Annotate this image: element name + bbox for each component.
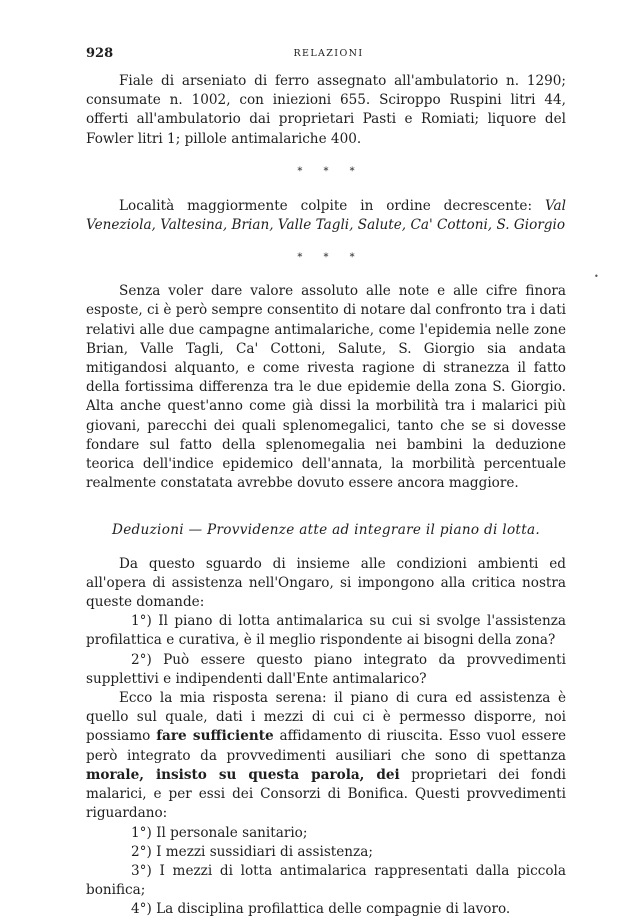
question-2: 2°) Può essere questo piano integrato da provvedimenti supplettivi e indipendenti dall'Ente antimalarico?	[86, 651, 566, 687]
body-text	[86, 72, 566, 920]
paragraph-ecco	[86, 689, 566, 823]
running-title: RELAZIONI	[293, 48, 364, 59]
section-separator: * * *	[297, 252, 364, 264]
ecco-text-2: affidamento di riuscita. Esso vuol essere però integrato da provvedimenti ausiliari che sono di spettanza	[86, 728, 566, 764]
list-item-3: 3°) I mezzi di lotta antimalarica rappresentati dalla piccola bonifica;	[86, 862, 566, 899]
section-title: Deduzioni — Provvidenze atte ad integrare il piano di lotta.	[112, 522, 540, 539]
localita-intro: Località maggiormente colpite in ordine decrescente:	[119, 197, 545, 214]
ecco-bold-1: fare sufficiente	[156, 728, 274, 745]
ecco-text-3: proprietari dei fondi malarici, e per essi dei Consorzi di Bonifica. Questi provvedimenti riguardano:	[86, 766, 566, 822]
ecco-bold-2: morale, insisto su questa parola, dei	[86, 766, 400, 783]
localita-places: Val Veneziola, Valtesina, Brian, Valle Tagli, Salute, Ca' Cottoni, S. Giorgio	[86, 197, 566, 234]
paragraph-senza: Senza voler dare valore assoluto alle note e alle cifre finora esposte, ci è però sempre consentito di notare dal confronto tra i dati relativi alle due campagne antimalariche, come l'epidemia nelle zone Brian, Valle Tagli, Ca' Cottoni, Salute, S. Giorgio sia andata mitigandosi alquanto, e come rivesta ragione di stranezza il fatto della fortissima differenza tra le due epidemie della zona S. Giorgio. Alta anche quest'anno come già dissi la morbilità tra i malarici più giovani, parecchi dei quali splenomegalici, tanto che se si dovesse fondare sul fatto della splenomegalia nei bambini la deduzione teorica dell'indice epidemico dell'annata, la morbilità percentuale realmente constatata avrebbe dovuto essere ancora maggiore.	[86, 283, 566, 492]
question-1: 1°) Il piano di lotta antimalarica su cui si svolge l'assistenza profilattica e curativa, è il meglio rispondente ai bisogni della zona?	[86, 613, 566, 649]
page-number: 928	[86, 46, 114, 61]
stray-ink-mark: •	[594, 272, 599, 281]
section-separator: * * *	[297, 165, 364, 177]
ecco-text-1: Ecco la mia risposta serena: il piano di cura ed assistenza è quello sul quale, dati i mezzi di cui ci è permesso disporre, noi possiamo	[86, 690, 566, 745]
list-item-1: 1°) Il personale sanitario;	[131, 824, 308, 841]
page-header	[86, 46, 571, 62]
paragraph-fiale: Fiale di arseniato di ferro assegnato all'ambulatorio n. 1290; consumate n. 1002, con iniezioni 655. Sciroppo Ruspini litri 44, offerti all'ambulatorio dai proprietari Pasti e Romiati; liquore del Fowler litri 1; pillole antimalariche 400.	[86, 73, 566, 147]
list-item-2: 2°) I mezzi sussidiari di assistenza;	[131, 843, 373, 860]
paragraph-localita	[86, 197, 566, 235]
paragraph-da-questo: Da questo sguardo di insieme alle condizioni ambienti ed all'opera di assistenza nell'Ongaro, si impongono alla critica nostra queste domande:	[86, 555, 566, 611]
list-item-4: 4°) La disciplina profilattica delle compagnie di lavoro.	[131, 901, 511, 918]
